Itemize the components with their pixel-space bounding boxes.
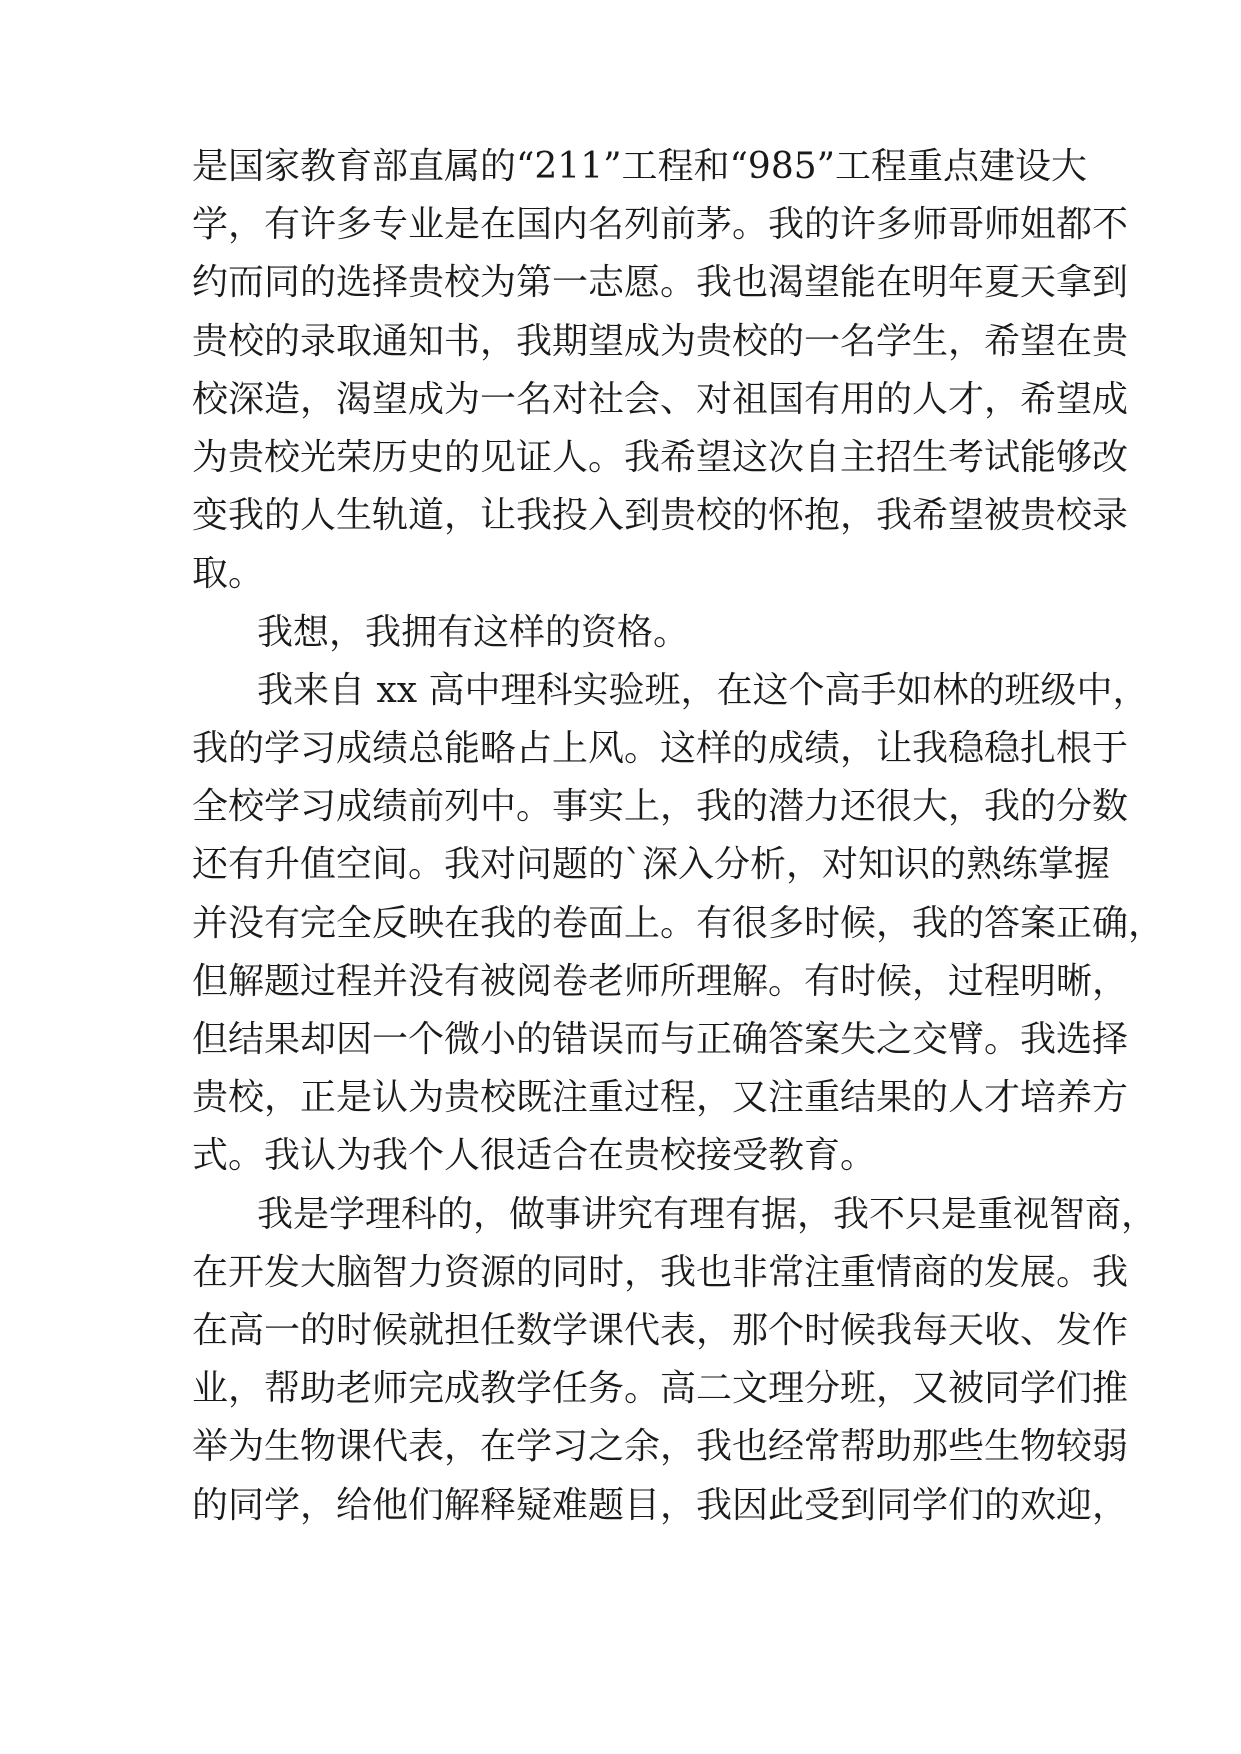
text-line: 贵校的录取通知书，我期望成为贵校的一名学生，希望在贵 bbox=[192, 320, 1129, 362]
text-line: 我来自 xx 高中理科实验班，在这个高手如林的班级中， bbox=[257, 669, 1149, 711]
text-line: 约而同的选择贵校为第一志愿。我也渴望能在明年夏天拿到 bbox=[192, 262, 1129, 304]
text-line: 取。 bbox=[192, 553, 265, 595]
text-line: 贵校，正是认为贵校既注重过程，又注重结果的人才培养方 bbox=[192, 1077, 1129, 1119]
text-line: 业，帮助老师完成教学任务。高二文理分班，又被同学们推 bbox=[192, 1368, 1129, 1410]
text-line: 变我的人生轨道，让我投入到贵校的怀抱，我希望被贵校录 bbox=[192, 495, 1129, 537]
text-line: 我是学理科的，做事讲究有理有据，我不只是重视智商， bbox=[257, 1193, 1158, 1235]
text-line: 并没有完全反映在我的卷面上。有很多时候，我的答案正确， bbox=[192, 902, 1165, 944]
text-line: 在高一的时候就担任数学课代表，那个时候我每天收、发作 bbox=[192, 1310, 1129, 1351]
text-line: 还有升值空间。我对问题的`深入分析，对知识的熟练掌握 bbox=[192, 844, 1111, 886]
text-line: 我的学习成绩总能略占上风。这样的成绩，让我稳稳扎根于 bbox=[192, 728, 1129, 769]
text-line: 为贵校光荣历史的见证人。我希望这次自主招生考试能够改 bbox=[192, 437, 1129, 478]
text-line: 但结果却因一个微小的错误而与正确答案失之交臂。我选择 bbox=[192, 1019, 1129, 1060]
text-line: 但解题过程并没有被阅卷老师所理解。有时候，过程明晰， bbox=[192, 960, 1129, 1002]
text-line: 在开发大脑智力资源的同时，我也非常注重情商的发展。我 bbox=[192, 1251, 1129, 1293]
text-line: 举为生物课代表，在学习之余，我也经常帮助那些生物较弱 bbox=[192, 1426, 1129, 1468]
text-line: 式。我认为我个人很适合在贵校接受教育。 bbox=[192, 1135, 877, 1177]
text-line: 校深造，渴望成为一名对社会、对祖国有用的人才，希望成 bbox=[192, 378, 1129, 420]
text-line: 是国家教育部直属的“211”工程和“985”工程重点建设大 bbox=[192, 146, 1088, 187]
text-line: 的同学，给他们解释疑难题目，我因此受到同学们的欢迎， bbox=[192, 1484, 1129, 1526]
text-line: 全校学习成绩前列中。事实上，我的潜力还很大，我的分数 bbox=[192, 786, 1129, 828]
text-line: 我想，我拥有这样的资格。 bbox=[257, 611, 690, 653]
text-line: 学，有许多专业是在国内名列前茅。我的许多师哥师姐都不 bbox=[192, 204, 1129, 246]
